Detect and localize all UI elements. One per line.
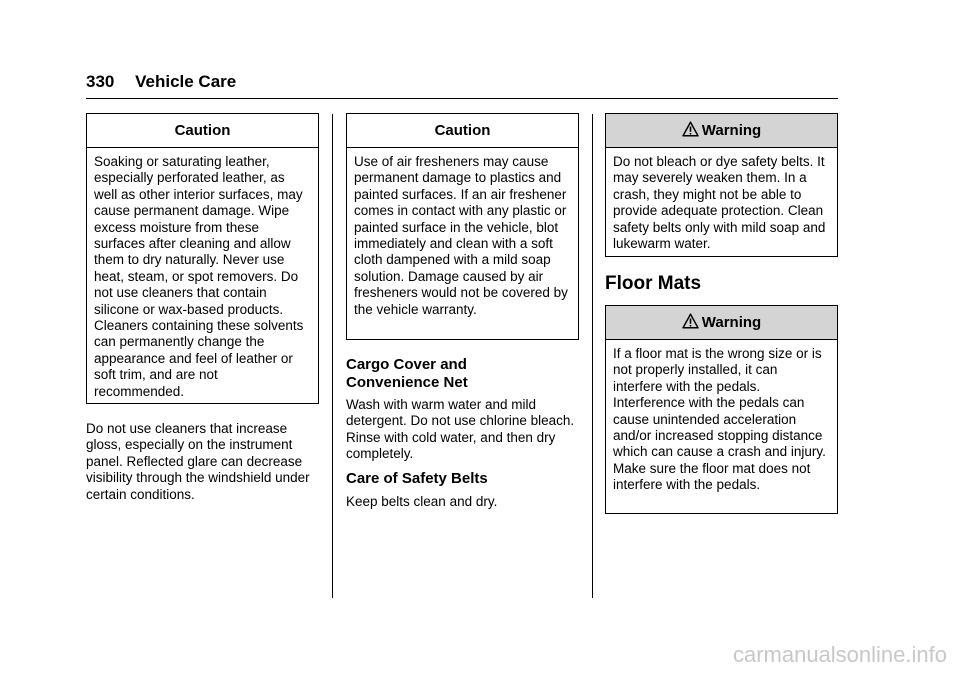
caution-title: Caution xyxy=(87,114,318,148)
page-header xyxy=(86,72,236,92)
page-number: 330 xyxy=(86,72,115,91)
warning-body: If a floor mat is the wrong size or is not properly installed, it can interfere with the pedals. Interference with the pedals can cause unintended acceleration and/or increased stopping distance which can cause a crash and injury. Make sure the floor mat does not interfere with the pedals. xyxy=(613,346,826,493)
column-divider-1 xyxy=(332,114,333,598)
caution-title: Caution xyxy=(347,114,578,148)
warning-header xyxy=(606,114,837,148)
caution-body: Use of air fresheners may cause permanent damage to plastics and painted surfaces. If an air freshener comes in contact with any plastic or painted surface in the vehicle, blot immediately and clean with a soft cloth dampened with a mild soap solution. Damage caused by air fresheners would not be covered by the vehicle warranty. xyxy=(354,154,568,317)
gloss-paragraph: Do not use cleaners that increase gloss, especially on the instrument panel. Reflected glare can decrease visibility through the windshield under certain conditions. xyxy=(86,421,310,502)
header-rule xyxy=(86,98,838,99)
warning-title: Warning xyxy=(701,314,762,331)
warning-triangle-icon xyxy=(682,121,699,137)
warning-body: Do not bleach or dye safety belts. It may severely weaken them. In a crash, they might not be able to provide adequate protection. Clean safety belts only with mild soap and lukewarm water. xyxy=(613,154,826,252)
warning-box-floor-mats xyxy=(605,305,838,514)
safety-belts-text: Keep belts clean and dry. xyxy=(346,494,498,509)
section-title: Vehicle Care xyxy=(135,72,237,91)
warning-title: Warning xyxy=(701,122,762,139)
warning-triangle-icon xyxy=(682,313,699,329)
floor-mats-heading: Floor Mats xyxy=(605,273,702,294)
cargo-cover-heading: Cargo Cover and Convenience Net xyxy=(346,356,468,391)
watermark: carmanualsonline.info xyxy=(732,642,947,667)
warning-header xyxy=(606,306,837,340)
column-divider-2 xyxy=(592,114,593,598)
caution-box-leather xyxy=(86,113,319,404)
caution-box-air-fresheners xyxy=(346,113,579,340)
caution-body: Soaking or saturating leather, especially perforated leather, as well as other interior surfaces, may cause permanent damage. Wipe excess moisture from these surfaces after cleaning and allow them to dry naturally. Never use heat, steam, or spot removers. Do not use cleaners that contain silicone or wax-based products. Cleaners containing these solvents can permanently change the appearance and feel of leather or soft trim, and are not recommended. xyxy=(94,154,304,399)
safety-belts-heading: Care of Safety Belts xyxy=(346,470,488,487)
warning-box-safety-belts xyxy=(605,113,838,257)
cargo-cover-text: Wash with warm water and mild detergent. Do not use chlorine bleach. Rinse with cold water, and then dry completely. xyxy=(346,397,575,462)
